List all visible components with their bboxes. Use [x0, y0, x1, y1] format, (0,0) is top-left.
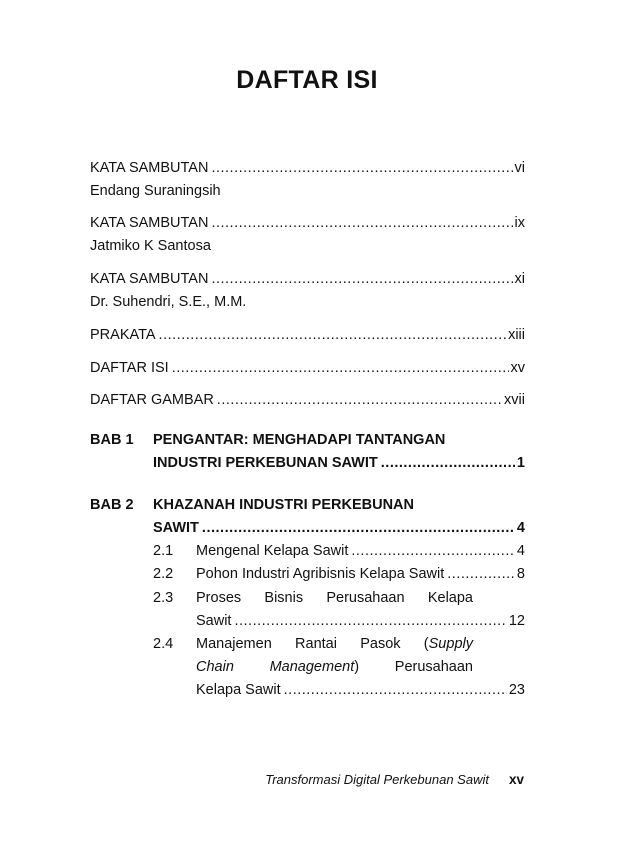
toc-entry-label: PRAKATA	[90, 327, 156, 343]
section-page: 23	[508, 682, 525, 698]
section-title-word: Kelapa Sawit	[196, 682, 281, 698]
section-title-word: Rantai	[295, 636, 337, 652]
dot-leader	[159, 324, 507, 347]
dot-leader	[447, 563, 515, 586]
chapter-title-line: SAWIT	[153, 520, 199, 536]
toc-entry-kata-sambutan-3[interactable]	[90, 268, 525, 314]
chapter-title-line: KHAZANAH INDUSTRI PERKEBUNAN	[153, 497, 414, 513]
dot-leader	[234, 610, 506, 633]
dot-leader	[381, 452, 515, 475]
dot-leader	[211, 157, 512, 180]
section-title-word: Sawit	[196, 613, 232, 629]
section-number: 2.2	[153, 566, 174, 582]
section-page: 12	[508, 613, 525, 629]
toc-entry-kata-sambutan-1[interactable]	[90, 157, 525, 203]
toc-entry-label: DAFTAR ISI	[90, 360, 169, 376]
dot-leader	[211, 212, 512, 235]
toc-entry-page: xiii	[508, 327, 525, 343]
section-title-line	[196, 633, 473, 656]
dot-leader	[351, 540, 515, 563]
toc-section-2-3[interactable]	[153, 587, 525, 633]
toc-entry-label: KATA SAMBUTAN	[90, 271, 209, 287]
section-title-word: Manajemen	[196, 636, 272, 652]
chapter-number: BAB 1	[90, 432, 134, 448]
section-page: 8	[516, 566, 525, 582]
toc-section-2-1[interactable]	[153, 540, 525, 563]
toc-section-2-4[interactable]	[153, 633, 525, 702]
toc-entry-kata-sambutan-2[interactable]	[90, 212, 525, 258]
section-title-word: Proses	[196, 590, 242, 606]
dot-leader	[172, 357, 509, 380]
page-title: DAFTAR ISI	[236, 66, 378, 94]
toc-entry-page: xi	[514, 271, 525, 287]
toc-entry-label: KATA SAMBUTAN	[90, 215, 209, 231]
chapter-page: 1	[516, 455, 525, 471]
section-title: Pohon Industri Agribisnis Kelapa Sawit	[196, 566, 445, 582]
toc-section-2-2[interactable]	[153, 563, 525, 586]
section-title-word: Bisnis	[264, 590, 304, 606]
section-title-word: (Supply	[423, 636, 473, 652]
toc-entry-daftar-gambar[interactable]	[90, 389, 525, 412]
toc-entry-author: Dr. Suhendri, S.E., M.M.	[90, 294, 247, 310]
page-footer	[0, 772, 524, 787]
section-title-word: Perusahaan	[326, 590, 405, 606]
section-title-word: Management)	[269, 659, 360, 675]
section-number: 2.1	[153, 543, 174, 559]
section-title-word: Pasok	[360, 636, 401, 652]
toc-entry-author: Endang Suraningsih	[90, 183, 221, 199]
chapter-page: 4	[516, 520, 525, 536]
section-number: 2.4	[153, 636, 174, 652]
toc-entry-label: KATA SAMBUTAN	[90, 160, 209, 176]
section-title-word: Kelapa	[427, 590, 473, 606]
section-title-line	[196, 656, 473, 679]
dot-leader	[211, 268, 512, 291]
footer-page-number: xv	[508, 772, 524, 787]
toc-entry-page: xvii	[504, 392, 525, 408]
toc-entry-prakata[interactable]	[90, 324, 525, 347]
toc-chapter-2[interactable]	[90, 494, 525, 540]
toc-entry-label: DAFTAR GAMBAR	[90, 392, 214, 408]
section-page: 4	[516, 543, 525, 559]
dot-leader	[202, 517, 515, 540]
toc-entry-page: vi	[514, 160, 525, 176]
section-title-line	[196, 587, 473, 610]
section-title: Mengenal Kelapa Sawit	[196, 543, 349, 559]
toc-entry-author: Jatmiko K Santosa	[90, 238, 211, 254]
toc-entry-page: xv	[510, 360, 525, 376]
chapter-number: BAB 2	[90, 497, 134, 513]
section-number: 2.3	[153, 590, 174, 606]
dot-leader	[217, 389, 502, 412]
toc-entry-daftar-isi[interactable]	[90, 357, 525, 380]
dot-leader	[284, 679, 507, 702]
chapter-title-line: PENGANTAR: MENGHADAPI TANTANGAN	[153, 432, 446, 448]
section-title-word: Chain	[196, 659, 234, 675]
chapter-title-line: INDUSTRI PERKEBUNAN SAWIT	[153, 455, 378, 471]
section-title-word: Perusahaan	[394, 659, 473, 675]
toc-chapter-1[interactable]	[90, 429, 525, 475]
footer-book-title: Transformasi Digital Perkebunan Sawit	[265, 772, 489, 787]
toc-entry-page: ix	[514, 215, 525, 231]
